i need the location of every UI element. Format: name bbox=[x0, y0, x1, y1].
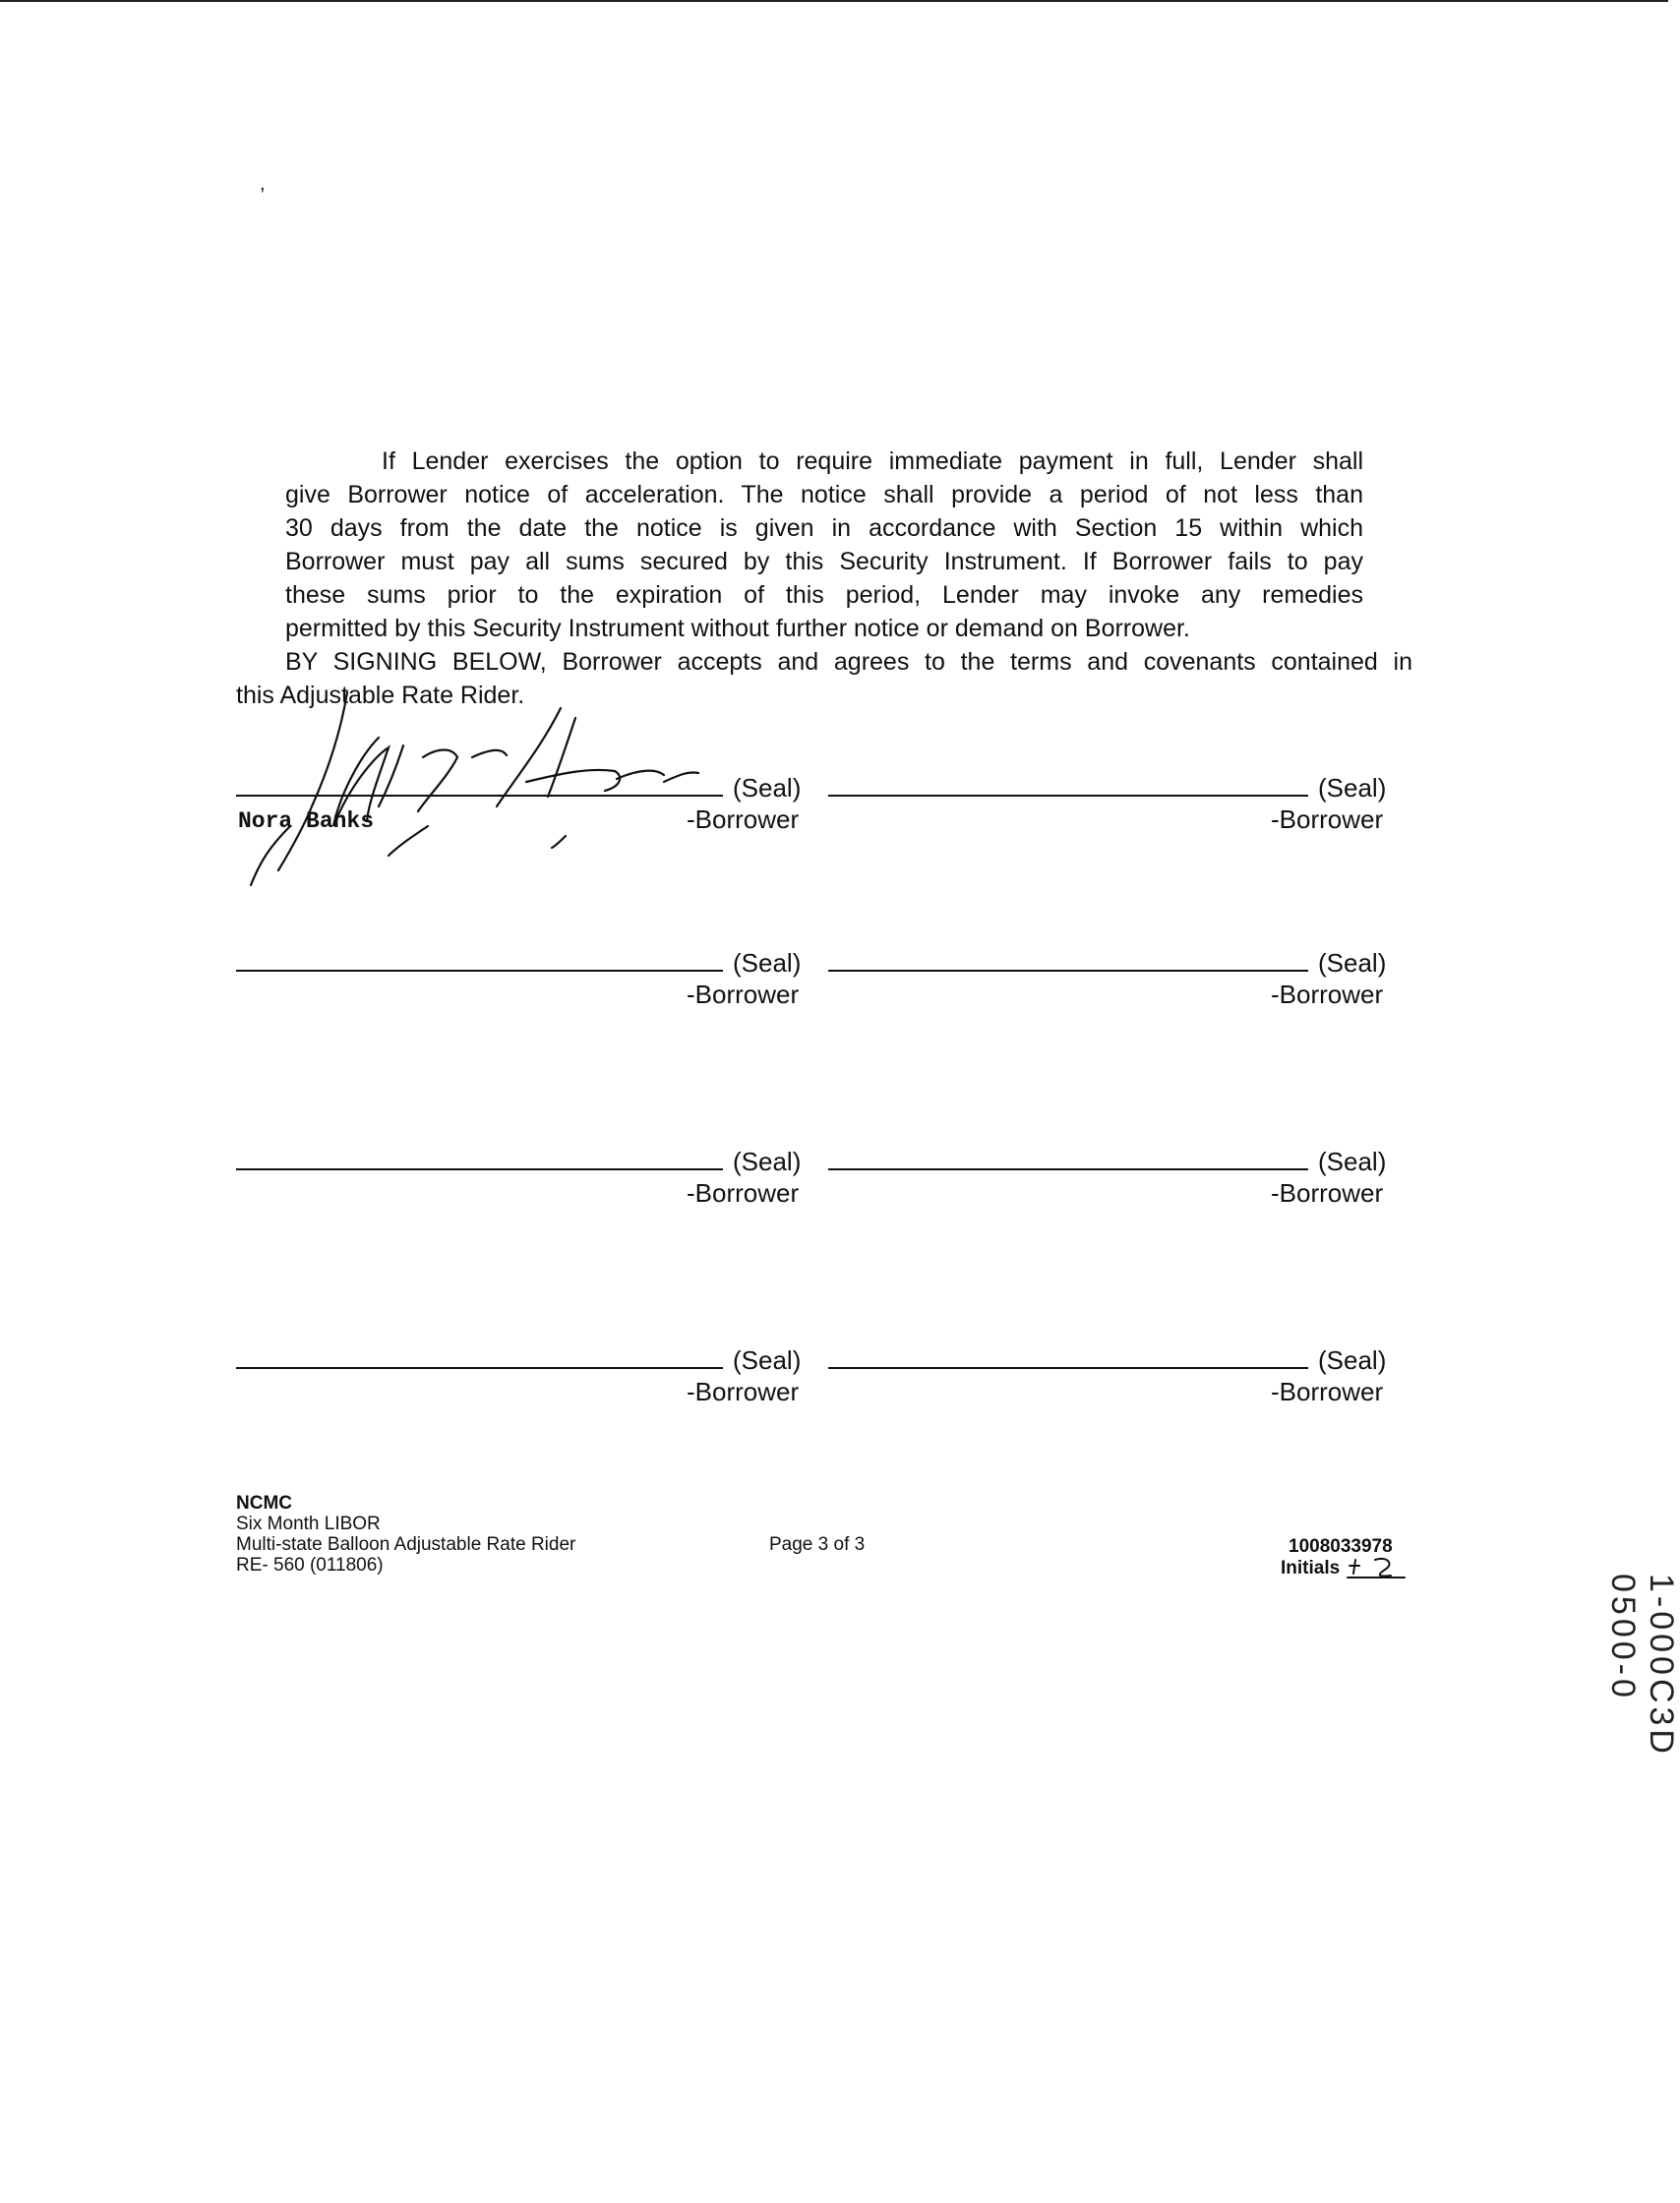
signature-line-2-left[interactable] bbox=[236, 970, 723, 972]
signature-line-4-left[interactable] bbox=[236, 1367, 723, 1369]
para-line-5: these sums prior to the expiration of this period, Lender may invoke any remedies bbox=[285, 581, 1363, 609]
product-line: Six Month LIBOR bbox=[236, 1514, 381, 1534]
borrower-label: -Borrower bbox=[687, 804, 800, 834]
borrower-label: -Borrower bbox=[1271, 980, 1384, 1009]
para-line-3: 30 days from the date the notice is given in accordance with Section 15 within which bbox=[285, 514, 1363, 542]
borrower-label: -Borrower bbox=[1271, 804, 1384, 834]
borrower-name: Nora Banks bbox=[238, 808, 375, 834]
signature-line-1-right[interactable] bbox=[828, 795, 1308, 797]
signature-line-1-left[interactable] bbox=[236, 795, 723, 797]
company-name: NCMC bbox=[236, 1493, 292, 1514]
borrower-label: -Borrower bbox=[1271, 1377, 1384, 1406]
signature-line-3-right[interactable] bbox=[828, 1168, 1308, 1170]
seal-label: (Seal) bbox=[1318, 1345, 1387, 1375]
seal-label: (Seal) bbox=[1318, 773, 1387, 803]
form-number: RE- 560 (011806) bbox=[236, 1555, 384, 1576]
initials-field bbox=[1281, 1558, 1340, 1578]
seal-label: (Seal) bbox=[733, 773, 802, 803]
seal-label: (Seal) bbox=[733, 1345, 802, 1375]
borrower-signature-scribble bbox=[231, 688, 703, 885]
page-number: Page 3 of 3 bbox=[769, 1534, 866, 1555]
seal-label: (Seal) bbox=[1318, 948, 1387, 978]
para-line-4: Borrower must pay all sums secured by this Security Instrument. If Borrower fails to pay bbox=[285, 548, 1363, 575]
loan-number: 1008033978 bbox=[1289, 1536, 1393, 1557]
initials-scribble bbox=[1346, 1556, 1414, 1581]
signature-line-2-right[interactable] bbox=[828, 970, 1308, 972]
signature-line-4-right[interactable] bbox=[828, 1367, 1308, 1369]
borrower-label: -Borrower bbox=[687, 1178, 800, 1208]
signature-line-3-left[interactable] bbox=[236, 1168, 723, 1170]
borrower-label: -Borrower bbox=[687, 1377, 800, 1406]
footer-left bbox=[236, 1493, 575, 1576]
para-line-1: If Lender exercises the option to require immediate payment in full, Lender shall bbox=[382, 447, 1363, 475]
initials-label: Initials bbox=[1281, 1558, 1341, 1578]
margin-stamp: 1-000C3D 0500-0 bbox=[1604, 1574, 1680, 1757]
signing-statement-line-2: this Adjustable Rate Rider. bbox=[236, 682, 525, 709]
borrower-label: -Borrower bbox=[687, 980, 800, 1009]
seal-label: (Seal) bbox=[733, 1147, 802, 1176]
para-line-2: give Borrower notice of acceleration. The notice shall provide a period of not less than bbox=[285, 481, 1363, 508]
stray-mark: , bbox=[260, 173, 266, 195]
seal-label: (Seal) bbox=[1318, 1147, 1387, 1176]
document-title: Multi-state Balloon Adjustable Rate Rider bbox=[236, 1534, 576, 1555]
top-border-line bbox=[0, 0, 1668, 2]
signing-statement-line-1: BY SIGNING BELOW, Borrower accepts and agrees to the terms and covenants contained in bbox=[285, 648, 1412, 676]
borrower-label: -Borrower bbox=[1271, 1178, 1384, 1208]
seal-label: (Seal) bbox=[733, 948, 802, 978]
para-line-6: permitted by this Security Instrument without further notice or demand on Borrower. bbox=[285, 615, 1190, 642]
